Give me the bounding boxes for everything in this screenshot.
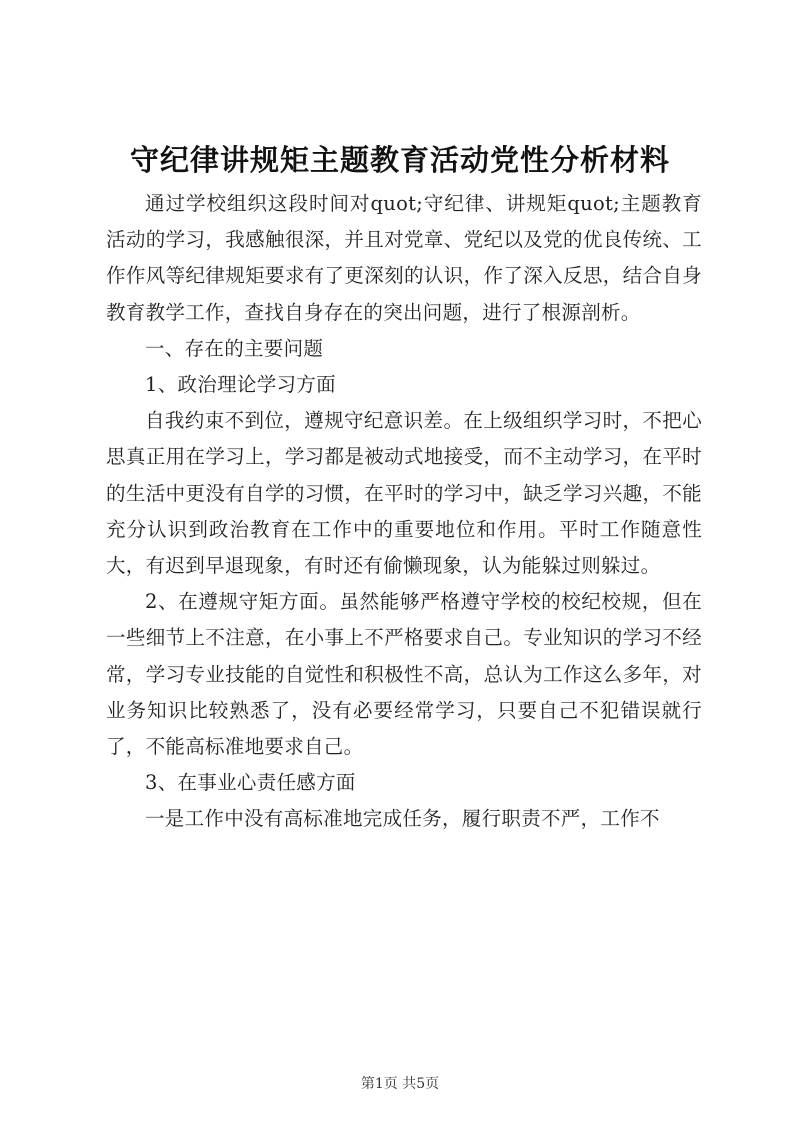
paragraph-self-discipline: 自我约束不到位，遵规守纪意识差。在上级组织学习时，不把心思真正用在学习上，学习都是被动式地接受，而不主动学习，在平时的生活中更没有自学的习惯，在平时的学习中，缺乏学习兴趣，不能充分认识到政治教育在工作中的重要地位和作用。平时工作随意性大，有迟到早退现象，有时还有偷懒现象，认为能躲过则躲过。: [106, 409, 702, 578]
document-body: [106, 186, 702, 838]
paragraph-rules: 2、在遵规守矩方面。虽然能够严格遵守学校的校纪校规，但在一些细节上不注意，在小事上不严格要求自己。专业知识的学习不经常，学习专业技能的自觉性和积极性不高，总认为工作这么多年，对业务知识比较熟悉了，没有必要经常学习，只要自己不犯错误就行了，不能高标准地要求自己。: [106, 590, 702, 759]
page-number-footer: 第1页 共5页: [360, 1076, 440, 1092]
document-title: 守纪律讲规矩主题教育活动党性分析材料: [129, 143, 670, 177]
heading-political-study: 1、政治理论学习方面: [145, 373, 336, 397]
heading-responsibility: 3、在事业心责任感方面: [145, 771, 356, 795]
paragraph-intro: 通过学校组织这段时间对quot;守纪律、讲规矩quot;主题教育活动的学习，我感触很深，并且对党章、党纪以及党的优良传统、工作作风等纪律规矩要求有了更深刻的认识，作了深入反思，结合自身教育教学工作，查找自身存在的突出问题，进行了根源剖析。: [106, 192, 702, 324]
paragraph-work-standard: 一是工作中没有高标准地完成任务，履行职责不严，工作不: [145, 807, 660, 831]
heading-main-problems: 一、存在的主要问题: [145, 336, 324, 360]
